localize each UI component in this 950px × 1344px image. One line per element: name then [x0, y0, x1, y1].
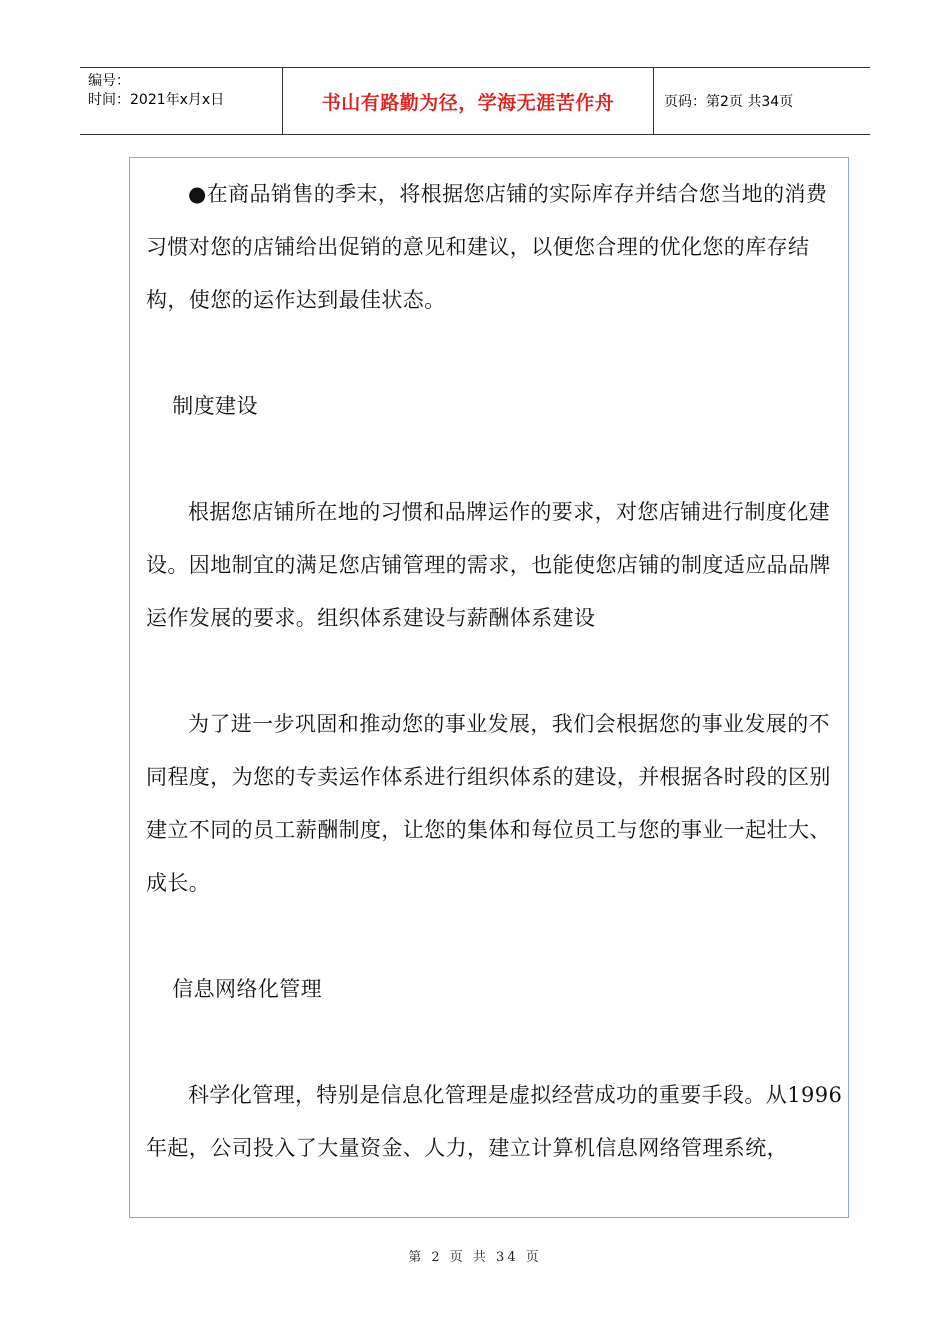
spacer: [146, 1016, 846, 1069]
header-motto: 书山有路勤为径，学海无涯苦作舟: [321, 91, 615, 114]
page-footer: 第 2 页 共 34 页: [408, 1250, 542, 1265]
document-time-label: 时间：2021年x月x日: [88, 92, 225, 108]
content-frame: [129, 157, 849, 1218]
paragraph-promotion: ●在商品销售的季末，将根据您店铺的实际库存并结合您当地的消费习惯对您的店铺给出促销的意见和建议，以便您合理的优化您的库存结构，使您的运作达到最佳状态。: [146, 182, 828, 312]
paragraph-organization: 为了进一步巩固和推动您的事业发展，我们会根据您的事业发展的不同程度，为您的专卖运作体系进行组织体系的建设，并根据各时段的区别建立不同的员工薪酬制度，让您的集体和每位员工与您的事业一起壮大、成长。: [146, 712, 831, 895]
header-page-info: 页码：第2页 共34页: [664, 94, 794, 110]
document-header: [80, 67, 870, 135]
section-heading-system: 制度建设: [172, 394, 258, 418]
document-number-label: 编号：: [88, 73, 130, 89]
spacer: [146, 433, 846, 486]
section-heading-network: 信息网络化管理: [172, 977, 323, 1001]
document-body: [146, 168, 846, 1175]
spacer: [146, 910, 846, 963]
paragraph-system: 根据您店铺所在地的习惯和品牌运作的要求，对您店铺进行制度化建设。因地制宜的满足您店铺管理的需求，也能使您店铺的制度适应品品牌运作发展的要求。组织体系建设与薪酬体系建设: [146, 500, 831, 630]
header-meta: [80, 68, 282, 134]
paragraph-network: 科学化管理，特别是信息化管理是虚拟经营成功的重要手段。从1996年起，公司投入了大量资金、人力，建立计算机信息网络管理系统，: [146, 1083, 843, 1160]
spacer: [146, 645, 846, 698]
spacer: [146, 327, 846, 380]
header-motto-cell: [282, 68, 654, 134]
